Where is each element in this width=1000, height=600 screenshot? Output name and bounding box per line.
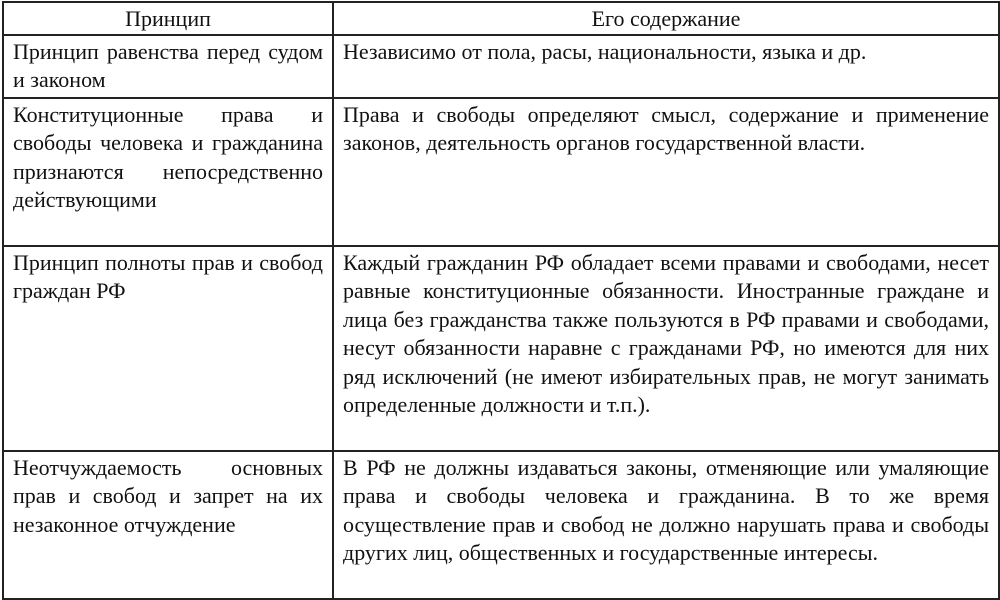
table-header-row bbox=[3, 2, 999, 35]
table-row bbox=[3, 35, 999, 98]
content-cell: Права и свободы определяют смысл, содержание и применение законов, деятельность органов государственной власти. bbox=[333, 98, 999, 246]
principles-table bbox=[2, 1, 1000, 600]
content-cell: Каждый гражданин РФ обладает всеми правами и свободами, несет равные конституционные обязанности. Иностранные граждане и лица без гражданства также пользуются в РФ правами и свободами, несут обязанности наравне с гражданами РФ, но имеются для них ряд исключений (не имеют избирательных прав, не могут занимать определенные должности и т.п.). bbox=[333, 246, 999, 451]
column-header-content: Его содержание bbox=[333, 2, 999, 35]
principle-cell: Принцип полноты прав и свобод граждан РФ bbox=[3, 246, 333, 451]
content-cell: В РФ не должны издаваться законы, отменяющие или умаляющие права и свободы человека и гражданина. В то же время осуществление прав и свобод не должно нарушать права и свободы других лиц, общественных и государственные интересы. bbox=[333, 451, 999, 599]
table-row bbox=[3, 451, 999, 599]
table-row bbox=[3, 98, 999, 246]
column-header-principle: Принцип bbox=[3, 2, 333, 35]
principle-cell: Неотчуждаемость основных прав и свобод и запрет на их незаконное отчуждение bbox=[3, 451, 333, 599]
table-row bbox=[3, 246, 999, 451]
principle-cell: Принцип равенства перед судом и законом bbox=[3, 35, 333, 98]
content-cell: Независимо от пола, расы, национальности, языка и др. bbox=[333, 35, 999, 98]
principle-cell: Конституционные права и свободы человека и гражданина признаются непосредственно действующими bbox=[3, 98, 333, 246]
